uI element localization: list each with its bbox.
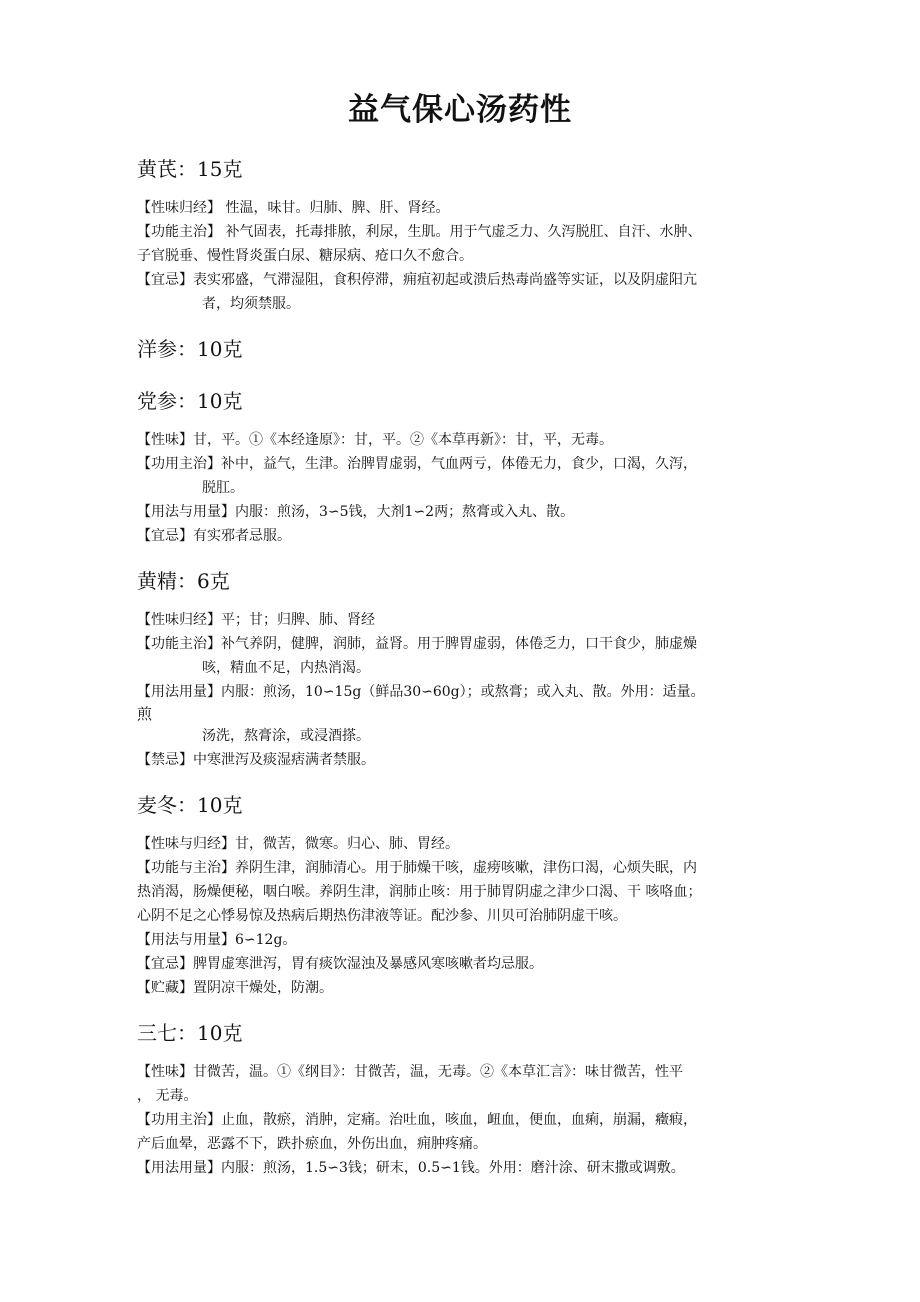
herb-detail-line: 汤洗，熬膏涂，或浸酒搽。 [202,728,370,744]
herb-detail-line: 【性味】甘，平。①《本经逢原》：甘，平。②《本草再新》：甘，平，无毒。 [137,432,613,448]
herb-detail-line: 【性味】甘微苦，温。①《纲目》：甘微苦，温，无毒。②《本草汇言》：味甘微苦，性平 [137,1064,683,1080]
herb-detail-line: 【功能与主治】养阴生津，润肺清心。用于肺燥干咳，虚痨咳嗽，津伤口渴，心烦失眠，内 [137,860,697,876]
herb-detail-line: 脱肛。 [202,480,244,496]
herb-detail-line: 【功用主治】止血，散瘀，消肿，定痛。治吐血，咳血，衄血，便血，血痢，崩漏，癥瘕， [137,1112,697,1128]
herb-detail-line: 【宜忌】脾胃虚寒泄泻，胃有痰饮湿浊及暴感风寒咳嗽者均忌服。 [137,956,543,972]
herb-heading: 麦冬：10克 [137,793,243,817]
herb-heading: 黄芪：15克 [137,157,243,181]
herb-details [137,608,807,772]
herb-detail-line: 产后血晕，恶露不下，跌扑瘀血，外伤出血，痈肿疼痛。 [137,1136,487,1152]
herb-list [137,152,807,1180]
herb-details [137,196,807,316]
herb-detail-line: 【宜忌】有实邪者忌服。 [137,528,291,544]
herb-details [137,1060,807,1180]
document-title: 益气保心汤药性 [348,92,572,128]
herb-detail-line: 【性味归经】 性温，味甘。归肺、脾、肝、肾经。 [137,200,450,216]
herb-detail-line: 子官脱垂、慢性肾炎蛋白尿、糖尿病、疮口久不愈合。 [137,248,473,264]
herb-detail-line: ， 无毒。 [137,1088,198,1104]
herb-detail-line: 热消渴，肠燥便秘，咽白喉。养阴生津，润肺止咳：用于肺胃阴虚之津少口渴、干 咳咯血； [137,884,702,900]
herb-detail-line: 【用法用量】内服：煎汤，10∽15g（鲜品30∽60g）；或熬膏；或入丸、散。外用：适量。 [137,684,705,700]
herb-detail-line: 【用法用量】内服：煎汤，1.5∽3钱；研末，0.5∽1钱。外用：磨汁涂、研末撒或调敷。 [137,1160,685,1176]
herb-detail-line: 【用法与用量】内服：煎汤，3∽5钱，大剂1∽2两；熬膏或入丸、散。 [137,504,575,520]
herb-detail-line: 【性味归经】平；甘；归脾、肺、肾经 [137,612,375,628]
herb-detail-line: 咳，精血不足，内热消渴。 [202,660,370,676]
herb-details [137,428,807,548]
herb-detail-line: 煎 [137,705,153,723]
herb-detail-line: 心阴不足之心悸易惊及热病后期热伤津液等证。配沙参、川贝可治肺阴虚干咳。 [137,908,627,924]
herb-heading: 黄精：6克 [137,569,230,593]
herb-heading: 洋参：10克 [137,337,243,361]
herb-detail-line: 【功能主治】补气养阴，健脾，润肺，益肾。用于脾胃虚弱，体倦乏力，口干食少，肺虚燥 [137,636,697,652]
herb-details [137,832,807,1000]
herb-heading: 党参：10克 [137,389,243,413]
herb-detail-line: 【功用主治】补中，益气，生津。治脾胃虚弱，气血两亏，体倦无力，食少，口渴，久泻， [137,456,697,472]
herb-detail-line: 【宜忌】表实邪盛，气滞湿阻，食积停滞，痈疽初起或溃后热毒尚盛等实证，以及阴虚阳亢 [137,272,697,288]
herb-detail-line: 【贮藏】置阴凉干燥处，防潮。 [137,980,333,996]
herb-heading: 三七：10克 [137,1021,243,1045]
herb-detail-line: 【用法与用量】6∽12g。 [137,932,297,948]
herb-detail-line: 者，均须禁服。 [202,296,300,312]
herb-spacer [137,366,807,384]
herb-detail-line: 【功能主治】 补气固表，托毒排脓，利尿，生肌。用于气虚乏力、久泻脱肛、自汗、水肿、 [137,224,702,240]
herb-detail-line: 【禁忌】中寒泄泻及痰湿痞满者禁服。 [137,752,375,768]
herb-detail-line: 【性味与归经】甘，微苦，微寒。归心、肺、胃经。 [137,836,459,852]
